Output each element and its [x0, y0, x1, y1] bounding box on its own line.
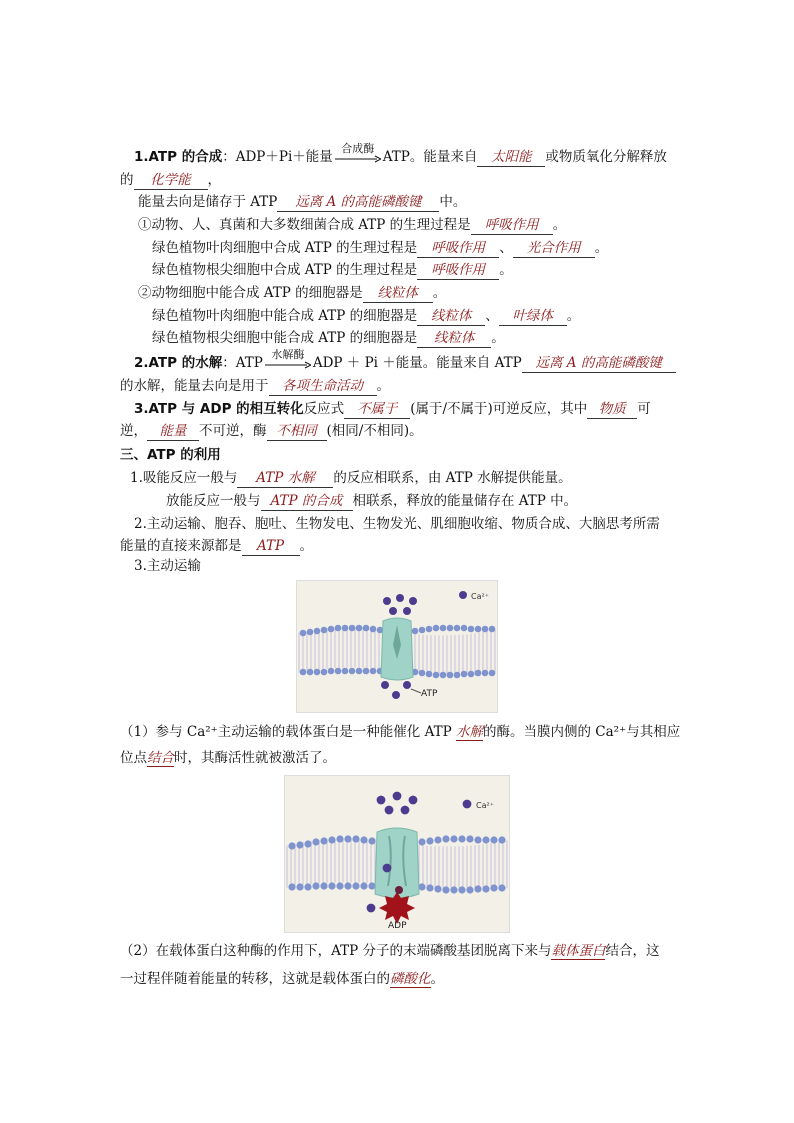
atp-synthesis-process-1: ①动物、人、真菌和大多数细菌合成 ATP 的生理过程是 呼吸作用 。 — [138, 217, 567, 233]
answer-text: 水解 — [455, 724, 483, 740]
answer-blank: 远离 A 的高能磷酸键 — [277, 193, 439, 212]
atp-synthesis-line-1: 1.ATP 的合成：ADP＋Pi＋能量 合成酶 ATP。能量来自 太阳能 或物质氧化分解释放 — [134, 141, 667, 165]
answer-blank: ATP — [242, 537, 300, 556]
answer-blank: 线粒体 — [417, 307, 485, 326]
atp-hydrolysis-line-1: 2.ATP 的水解：ATP 水解酶 ADP ＋ Pi ＋能量。能量来自 ATP 远离 A 的高能磷酸键 — [134, 354, 676, 373]
molecule-label: ATP — [421, 689, 438, 699]
utilization-line-3: 2.主动运输、胞吞、胞吐、生物发电、生物发光、肌细胞收缩、物质合成、大脑思考所需 — [134, 516, 660, 532]
answer-blank: 物质 — [587, 400, 637, 419]
utilization-line-5: 3.主动运输 — [134, 558, 201, 574]
answer-blank: ATP 的合成 — [261, 492, 353, 511]
answer-blank: 远离 A 的高能磷酸键 — [522, 354, 676, 373]
answer-blank: 呼吸作用 — [471, 216, 553, 235]
answer-text: 磷酸化 — [390, 971, 431, 987]
answer-blank: 线粒体 — [417, 329, 491, 348]
question-1-line-2: 位点结合时，其酶活性就被激活了。 — [120, 750, 336, 766]
answer-blank: 各项生命活动 — [269, 377, 377, 396]
answer-text: 载体蛋白 — [551, 943, 606, 959]
membrane-figure-atp — [296, 580, 498, 713]
answer-blank: 不相同 — [267, 422, 327, 441]
atp-synthesis-process-2: 绿色植物叶肉细胞中合成 ATP 的生理过程是 呼吸作用 、 光合作用 。 — [152, 240, 609, 256]
answer-blank: 不属于 — [344, 400, 410, 419]
conversion-line-2: 逆， 能量 不可逆，酶 不相同 (相同/不相同)。 — [120, 423, 423, 439]
question-2-line-2: 一过程伴随着能量的转移，这就是载体蛋白的磷酸化。 — [120, 971, 444, 987]
question-2-line-1: （2）在载体蛋白这种酶的作用下，ATP 分子的末端磷酸基团脱离下来与载体蛋白结合，这 — [120, 943, 660, 959]
section-heading: 2.ATP 的水解 — [134, 355, 223, 371]
reaction-arrow: 水解酶 — [265, 359, 311, 369]
atp-synthesis-line-2: 的 化学能 ， — [120, 172, 221, 188]
utilization-line-1: 1.吸能反应一般与 ATP 水解 的反应相联系，由 ATP 水解提供能量。 — [130, 470, 572, 486]
answer-blank: 线粒体 — [363, 284, 433, 303]
answer-blank: 光合作用 — [513, 239, 595, 258]
section-heading: 1.ATP 的合成 — [134, 149, 223, 165]
answer-text: 结合 — [147, 750, 174, 766]
atp-organelle-2: 绿色植物叶肉细胞中能合成 ATP 的细胞器是 线粒体 、 叶绿体 。 — [152, 308, 581, 324]
answer-blank: 能量 — [147, 422, 199, 441]
atp-hydrolysis-line-2: 的水解，能量去向是用于 各项生命活动 。 — [120, 378, 390, 394]
ion-label: Ca²⁺ — [476, 801, 494, 810]
part-heading: 三、ATP 的利用 — [120, 447, 221, 463]
membrane-diagram — [297, 581, 497, 712]
answer-blank: 太阳能 — [477, 148, 545, 167]
answer-blank: 叶绿体 — [499, 307, 567, 326]
utilization-line-2: 放能反应一般与 ATP 的合成 相联系，释放的能量储存在 ATP 中。 — [166, 493, 578, 509]
conversion-line-1: 3.ATP 与 ADP 的相互转化反应式 不属于 (属于/不属于)可逆反应，其中 物质 可 — [134, 401, 651, 417]
atp-synthesis-process-3: 绿色植物根尖细胞中合成 ATP 的生理过程是 呼吸作用 。 — [152, 262, 513, 278]
atp-organelle-3: 绿色植物根尖细胞中能合成 ATP 的细胞器是 线粒体 。 — [152, 330, 505, 346]
utilization-line-4: 能量的直接来源都是 ATP 。 — [120, 538, 313, 554]
question-1-line-1: （1）参与 Ca²⁺主动运输的载体蛋白是一种能催化 ATP 水解的酶。当膜内侧的 Ca²⁺与其相应 — [120, 724, 681, 740]
section-heading: 3.ATP 与 ADP 的相互转化 — [134, 401, 304, 417]
answer-blank: 呼吸作用 — [417, 261, 499, 280]
answer-blank: 呼吸作用 — [417, 239, 499, 258]
answer-blank: ATP 水解 — [237, 469, 333, 488]
ion-label: Ca²⁺ — [471, 592, 489, 601]
membrane-figure-adp — [284, 775, 510, 933]
reaction-arrow: 合成酶 — [335, 153, 381, 163]
answer-blank: 化学能 — [134, 171, 208, 190]
molecule-label: ADP — [388, 921, 407, 931]
atp-organelle-1: ②动物细胞中能合成 ATP 的细胞器是 线粒体 。 — [138, 285, 447, 301]
atp-synthesis-line-3: 能量去向是储存于 ATP 远离 A 的高能磷酸键 中。 — [138, 194, 467, 210]
membrane-diagram — [285, 776, 509, 932]
